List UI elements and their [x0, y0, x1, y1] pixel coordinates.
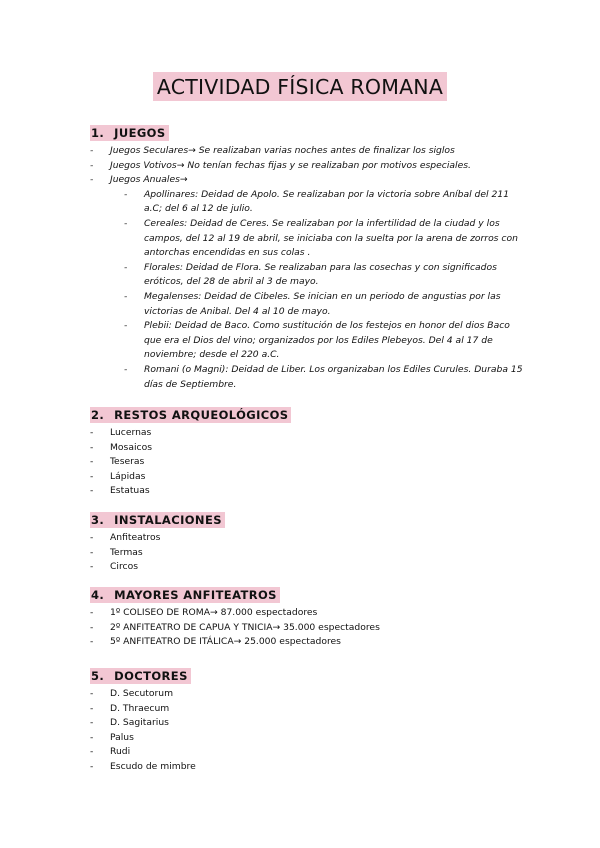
section-heading: [90, 668, 191, 684]
list-item: - Estatuas: [90, 484, 530, 499]
juegos-list: [90, 144, 530, 188]
juegos-anuales-list: [90, 188, 530, 392]
section-title: MAYORES ANFITEATROS: [114, 588, 277, 602]
sub-list-item: - Cereales: Deidad de Ceres. Se realizaban por la infertilidad de la ciudad y los campos, del 12 al 19 de abril, se iniciaba con la suelta por la arena de zorros con antorchas encendidas en sus colas .: [124, 217, 530, 261]
list-item: - Termas: [90, 546, 530, 561]
section-doctores: [90, 665, 530, 775]
anfiteatros-list: [90, 606, 530, 650]
section-title: RESTOS ARQUEOLÓGICOS: [114, 408, 289, 422]
section-title: INSTALACIONES: [114, 513, 222, 527]
list-item: - Circos: [90, 560, 530, 575]
instalaciones-list: [90, 531, 530, 575]
section-instalaciones: [90, 509, 530, 575]
section-title: DOCTORES: [114, 669, 188, 683]
section-juegos: [90, 122, 530, 392]
list-item: - Juegos Seculares→ Se realizaban varias noches antes de finalizar los siglos: [90, 144, 530, 159]
list-item: - Juegos Anuales→: [90, 173, 530, 188]
section-heading: [90, 587, 280, 603]
section-number: 2.: [91, 408, 105, 422]
list-item: - Lucernas: [90, 426, 530, 441]
restos-list: [90, 426, 530, 499]
list-item: - Rudi: [90, 745, 530, 760]
sub-list-item: - Apollinares: Deidad de Apolo. Se realizaban por la victoria sobre Aníbal del 211 a.C; del 6 al 12 de julio.: [124, 188, 530, 217]
list-item: - 2º ANFITEATRO DE CAPUA Y TNICIA→ 35.000 espectadores: [90, 621, 530, 636]
section-restos: [90, 404, 530, 499]
list-item: - 5º ANFITEATRO DE ITÁLICA→ 25.000 espectadores: [90, 635, 530, 650]
list-item: - D. Thraecum: [90, 702, 530, 717]
list-item: - Juegos Votivos→ No tenían fechas fijas y se realizaban por motivos especiales.: [90, 159, 530, 174]
sub-list-item: - Romani (o Magni): Deidad de Liber. Los organizaban los Ediles Curules. Duraba 15 días de Septiembre.: [124, 363, 530, 392]
sub-list-item: - Plebii: Deidad de Baco. Como sustitución de los festejos en honor del dios Baco que era el Dios del vino; organizados por los Ediles Plebeyos. Del 4 al 17 de noviembre; desde el 220 a.C.: [124, 319, 530, 363]
section-number: 5.: [91, 669, 105, 683]
list-item: - Escudo de mimbre: [90, 760, 530, 775]
section-number: 1.: [91, 126, 105, 140]
section-title: JUEGOS: [114, 126, 166, 140]
list-item: - 1º COLISEO DE ROMA→ 87.000 espectadores: [90, 606, 530, 621]
sub-list-item: - Florales: Deidad de Flora. Se realizaban para las cosechas y con significados eróticos, del 28 de abril al 3 de mayo.: [124, 261, 530, 290]
list-item: - D. Sagitarius: [90, 716, 530, 731]
sub-list-item: - Megalenses: Deidad de Cibeles. Se inician en un periodo de angustias por las victorias de Anibal. Del 4 al 10 de mayo.: [124, 290, 530, 319]
list-item: - Mosaicos: [90, 441, 530, 456]
list-item: - Anfiteatros: [90, 531, 530, 546]
list-item: - D. Secutorum: [90, 687, 530, 702]
document-title: ACTIVIDAD FÍSICA ROMANA: [153, 72, 447, 101]
list-item: - Teseras: [90, 455, 530, 470]
section-heading: [90, 512, 225, 528]
section-anfiteatros: [90, 584, 530, 650]
list-item: - Palus: [90, 731, 530, 746]
section-number: 3.: [91, 513, 105, 527]
section-heading: [90, 125, 169, 141]
list-item: - Lápidas: [90, 470, 530, 485]
doctores-list: [90, 687, 530, 775]
section-number: 4.: [91, 588, 105, 602]
title-wrap: [0, 72, 600, 101]
section-heading: [90, 407, 291, 423]
